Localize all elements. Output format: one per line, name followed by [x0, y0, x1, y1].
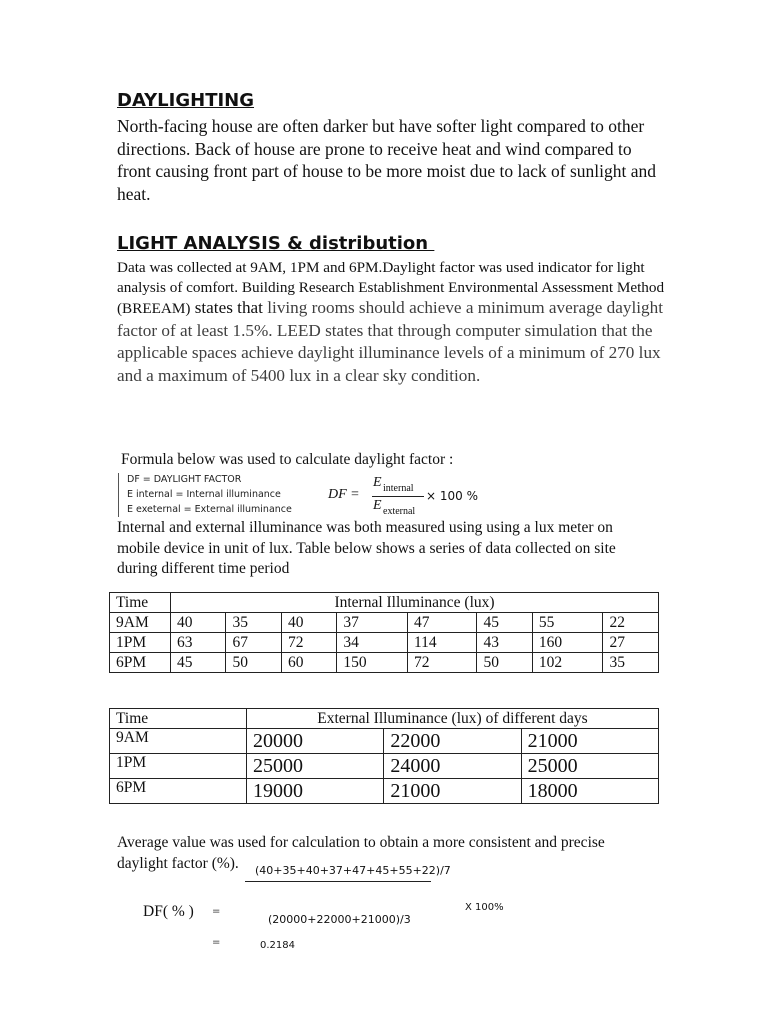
formula-intro: Formula below was used to calculate daylight factor :: [121, 451, 454, 468]
table-row: [110, 779, 659, 804]
legend-line-df: DF = DAYLIGHT FACTOR: [127, 474, 242, 485]
value-cell: 114: [407, 633, 476, 653]
formula-den-sub: external: [383, 506, 416, 517]
time-header-cell: Time: [110, 709, 247, 729]
value-cell: 72: [407, 653, 476, 673]
time-cell: 1PM: [110, 754, 247, 779]
paragraph-light-rest: living rooms should achieve a minimum average daylight factor of at least 1.5%. LEED states that through computer simulation that the applicable spaces achieve daylight illuminance levels of a minimum of 270 lux and a maximum of 5400 lux in a clear sky condition.: [117, 298, 663, 385]
time-cell: 9AM: [110, 613, 171, 633]
value-cell: 40: [171, 613, 226, 633]
external-illuminance-table: [109, 708, 659, 804]
value-cell: 37: [337, 613, 408, 633]
table-row: [110, 653, 659, 673]
paragraph-light-states: states that: [190, 298, 263, 317]
internal-illuminance-table: [109, 592, 659, 673]
value-cell: 21000: [521, 729, 658, 754]
table-row: [110, 729, 659, 754]
heading-light-analysis: LIGHT ANALYSIS & distribution: [117, 233, 435, 254]
time-header-cell: Time: [110, 593, 171, 613]
calc-equals-1: =: [212, 906, 221, 917]
legend-bar: [118, 473, 122, 517]
value-cell: 60: [281, 653, 336, 673]
formula-num-main: E: [373, 475, 382, 490]
calc-equals-2: =: [212, 937, 221, 948]
paragraph-daylighting: North-facing house are often darker but have softer light compared to other directions. Back of house are prone to receive heat and wind compared to front causing front part of house to be more moist due to lack of sunlight and heat.: [117, 116, 656, 204]
value-cell: 67: [226, 633, 281, 653]
table-row: [110, 613, 659, 633]
value-cell: 50: [477, 653, 532, 673]
formula-den-main: E: [373, 498, 382, 513]
value-cell: 34: [337, 633, 408, 653]
value-cell: 25000: [247, 754, 384, 779]
value-cell: 18000: [521, 779, 658, 804]
value-cell: 35: [226, 613, 281, 633]
value-cell: 20000: [247, 729, 384, 754]
heading-daylighting: DAYLIGHTING: [117, 90, 255, 111]
internal-title-cell: Internal Illuminance (lux): [171, 593, 659, 613]
time-cell: 1PM: [110, 633, 171, 653]
legend-line-external: E exeternal = External illuminance: [127, 504, 292, 515]
daylight-factor-formula: [328, 474, 488, 518]
table-header-row: [110, 709, 659, 729]
calc-label: DF( % ): [143, 903, 194, 920]
value-cell: 27: [603, 633, 659, 653]
value-cell: 150: [337, 653, 408, 673]
formula-tail: × 100 %: [426, 489, 478, 503]
external-title-cell: External Illuminance (lux) of different days: [247, 709, 659, 729]
time-cell: 6PM: [110, 653, 171, 673]
formula-lhs: DF =: [328, 487, 360, 502]
value-cell: 25000: [521, 754, 658, 779]
paragraph-average: Average value was used for calculation to obtain a more consistent and precise daylight factor (%).: [117, 834, 605, 872]
paragraph-measurement: Internal and external illuminance was both measured using using a lux meter on mobile device in unit of lux. Table below shows a series of data collected on site during different time period: [117, 519, 616, 577]
paragraph-light-small: Data was collected at 9AM, 1PM and 6PM.Daylight factor was used indicator for light analysis of comfort. Building Research Establishment Environmental Assessment Method (BREEAM): [117, 259, 665, 317]
value-cell: 102: [532, 653, 603, 673]
value-cell: 21000: [384, 779, 521, 804]
value-cell: 45: [477, 613, 532, 633]
calc-fraction-bar: [245, 881, 431, 882]
value-cell: 22: [603, 613, 659, 633]
table-row: [110, 754, 659, 779]
value-cell: 160: [532, 633, 603, 653]
value-cell: 22000: [384, 729, 521, 754]
value-cell: 50: [226, 653, 281, 673]
value-cell: 43: [477, 633, 532, 653]
value-cell: 24000: [384, 754, 521, 779]
table-row: [110, 633, 659, 653]
legend-line-internal: E internal = Internal illuminance: [127, 489, 281, 500]
value-cell: 45: [171, 653, 226, 673]
value-cell: 19000: [247, 779, 384, 804]
value-cell: 63: [171, 633, 226, 653]
value-cell: 72: [281, 633, 336, 653]
paragraph-light-analysis: [117, 258, 677, 387]
formula-fraction-bar: [372, 496, 424, 497]
formula-num-sub: internal: [383, 483, 414, 494]
value-cell: 47: [407, 613, 476, 633]
calc-times: X 100%: [465, 902, 504, 913]
calc-numerator: (40+35+40+37+47+45+55+22)/7: [255, 864, 451, 877]
calc-result: 0.2184: [260, 940, 295, 951]
value-cell: 35: [603, 653, 659, 673]
calc-denominator: (20000+22000+21000)/3: [268, 913, 411, 926]
time-cell: 9AM: [110, 729, 247, 754]
value-cell: 40: [281, 613, 336, 633]
time-cell: 6PM: [110, 779, 247, 804]
table-header-row: [110, 593, 659, 613]
value-cell: 55: [532, 613, 603, 633]
